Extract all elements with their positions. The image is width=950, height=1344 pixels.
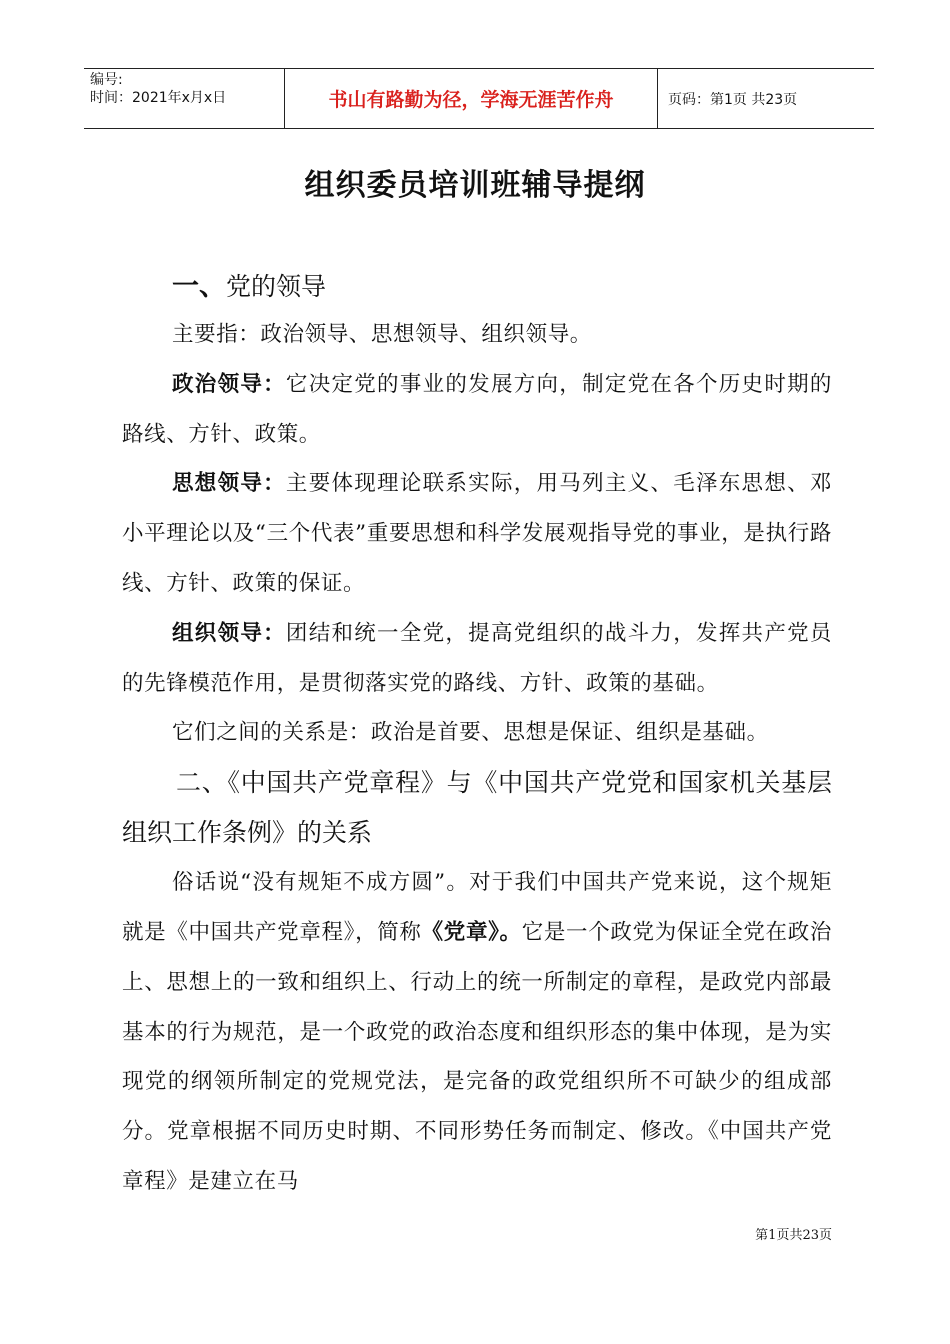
section-1-number: 一、 xyxy=(172,271,226,302)
paragraph-text: 主要体现理论联系实际，用马列主义、毛泽东思想、邓小平理论以及“三个代表”重要思想和科学发展观指导党的事业，是执行路线、方针、政策的保证。 xyxy=(122,471,832,596)
paragraph-text: 它是一个政党为保证全党在政治上、思想上的一致和组织上、行动上的统一所制定的章程，是政党内部最基本的行为规范，是一个政党的政治态度和组织形态的集中体现，是为实现党的纲领所制定的党规党法，是完备的政党组织所不可缺少的组成部分。党章根据不同历史时期、不同形势任务而制定、修改。《中国共产党章程》是建立在马 xyxy=(122,919,832,1194)
relation-paragraph: 它们之间的关系是：政治是首要、思想是保证、组织是基础。 xyxy=(172,720,769,746)
paragraph-text: 团结和统一全党，提高党组织的战斗力，发挥共产党员的先锋模范作用，是贯彻落实党的路线、方针、政策的基础。 xyxy=(122,620,832,696)
ideological-leadership-paragraph xyxy=(122,459,832,608)
section-1-intro: 主要指：政治领导、思想领导、组织领导。 xyxy=(172,322,592,347)
document-body xyxy=(122,264,832,1207)
header-meta-cell xyxy=(84,69,285,128)
paragraph-lead: 思想领导： xyxy=(172,471,286,497)
section-1-title: 党的领导 xyxy=(226,272,327,301)
section-2-paragraph xyxy=(122,858,832,1207)
header-motto: 书山有路勤为径，学海无涯苦作舟 xyxy=(285,69,658,128)
organizational-leadership-paragraph xyxy=(122,609,832,709)
paragraph-text: 它决定党的事业的发展方向，制定党在各个历史时期的路线、方针、政策。 xyxy=(122,371,832,447)
paragraph-text: 俗话说“没有规矩不成方圆”。对于我们中国共产党来说，这个规矩就是《中国共产党章程》，简称 xyxy=(122,870,832,945)
time-label: 时间：2021年x月x日 xyxy=(90,90,227,106)
political-leadership-paragraph xyxy=(122,360,832,460)
serial-label: 编号: xyxy=(90,72,123,88)
paragraph-lead: 组织领导： xyxy=(172,620,286,646)
party-constitution-term: 《党章》。 xyxy=(421,919,522,945)
header-page-info: 页码：第1页 共23页 xyxy=(668,91,798,108)
page-footer: 第1页共23页 xyxy=(755,1228,832,1243)
section-2-heading: 二、《中国共产党章程》与《中国共产党党和国家机关基层组织工作条例》的关系 xyxy=(122,768,832,848)
document-title: 组织委员培训班辅导提纲 xyxy=(304,168,646,203)
section-1-heading xyxy=(172,264,832,310)
paragraph-lead: 政治领导： xyxy=(172,371,286,397)
header-table xyxy=(84,68,874,129)
